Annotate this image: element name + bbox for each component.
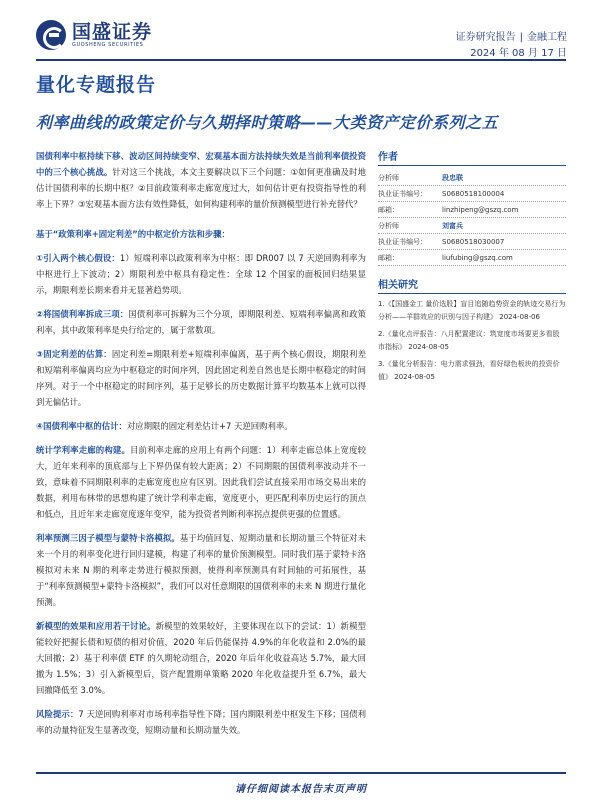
- risk-paragraph: [36, 706, 366, 738]
- analyst-label: 分析师: [378, 221, 399, 230]
- report-category: [456, 28, 567, 43]
- p1-text: 1）短端利率以政策利率为中枢：即 DR007 以 7 天逆回购利率为中枢进行上下波动；2）期限利差中枢具有稳定性：全球 12 个国家的面板回归结果显示，期限利差长期来看并无显著趋势项。: [36, 253, 367, 295]
- report-date: 2024 年 08 月 17 日: [470, 48, 567, 59]
- paragraph-2: [36, 306, 366, 338]
- p6-text: 基于均值回复、短期动量和长期动量三个特征对未来一个月的利率变化进行回归建模，构建了利率的量价预测模型。同时我们基于蒙特卡洛模拟对未来 N 期的利率走势进行模拟预测，使得利率预测具有时间轴的可拓展性，基于“利率预测模型+蒙特卡洛模拟”，我们可以对任意期限的国债利率的未来 N 期进行量化预测。: [36, 533, 367, 607]
- related-item-date: 2024-08-06: [499, 313, 540, 321]
- analyst-label: 执业证书编号：: [378, 189, 427, 198]
- analyst-email[interactable]: linzhipeng@gszq.com: [442, 205, 519, 214]
- paragraph-7: [36, 618, 366, 698]
- analyst-label: 邮箱：: [378, 253, 399, 262]
- related-item[interactable]: [378, 298, 566, 324]
- p7-text: 新模型的效果较好，主要体现在以下的尝试：1）新模型能较好把握长债和短债的相对价值，2020 年后仍能保持 4.9%的年化收益和 2.0%的最大回撤；2）基于利率债 ETF 的久期轮动组合，2020 年后年化收益高达 5.7%，最大回撤为 1.5%；3）引入新模型后，资产配置期单策略 2020 年化收益提升至 6.7%，最大回撤降低至 3.0%。: [36, 621, 367, 695]
- company-name-cn: 国盛证券: [72, 21, 153, 43]
- category-separator: |: [519, 32, 523, 43]
- p4-bold: ④国债利率中枢的估计：: [36, 421, 127, 431]
- related-item-date: 2024-08-05: [394, 373, 435, 381]
- risk-text: 7 天逆回购利率对市场利率指导性下降；国内期限利差中枢发生下移；国债利率的动量特征发生显著改变，短期动量和长期动量失效。: [36, 709, 366, 735]
- related-item-text[interactable]: 2.《量化点评报告：八月配置建议：筑宽度市场要更多看股市指标》: [378, 330, 560, 351]
- paragraph-3: [36, 346, 366, 410]
- p5-text: 目前利率走廊的应用上有两个问题：1）利率走廊总体上宽度较大，近年来利率的顶底部与上下界仍保有较大距离；2）不同期限的国债利率波动并不一致，意味着不同期限利率的走廊宽度也应有区别。因此我们尝试直接采用市场交易出来的数据，利用布林带的思想构建了统计学利率走廊，宽度更小，更匹配利率历史运行的顶点和低点，且近年来走廊宽度逐年变窄，能为投资者判断利率拐点提供更强的位置感。: [36, 445, 366, 519]
- analyst-label: 邮箱：: [378, 205, 399, 214]
- p6-bold: 利率预测三因子模型与蒙特卡洛模拟。: [36, 533, 180, 543]
- page-footer: [36, 772, 566, 800]
- analyst-row: [378, 202, 566, 218]
- p4-text: 对应期限的固定利差估计+7 天逆回购利率。: [126, 421, 293, 431]
- page-header: [0, 0, 600, 60]
- related-item-text[interactable]: 1.《【国盛金工 量价选股】盲目追随趋势资金的轨迹交易行为分析——羊群效应的识别与因子构建》: [378, 300, 566, 321]
- p2-text: 国债利率可拆解为三个分项，即期限利差、短端利率偏离和政策利率，其中政策利率是央行给定的，属于常数项。: [36, 309, 367, 335]
- authors-title: 作者: [378, 148, 566, 166]
- company-name-en: GUOSHENG SECURITIES: [72, 42, 144, 48]
- paragraph-5: [36, 442, 366, 522]
- related-item-text[interactable]: 3.《量化分析报告：电力需求强劲，看好绿色板块的投资价值》: [378, 360, 560, 381]
- analyst-row: [378, 234, 566, 250]
- analyst-row: [378, 250, 566, 266]
- p3-bold: ③固定利差的估算：: [36, 349, 112, 359]
- p5-bold: 统计学利率走廊的构建。: [36, 445, 130, 455]
- analyst-name: 段忠联: [442, 173, 463, 182]
- related-item[interactable]: [378, 328, 566, 354]
- p7-bold: 新模型的效果和应用若干讨论。: [36, 621, 156, 631]
- intro-paragraph: [36, 148, 366, 212]
- subcategory-label: 金融工程: [527, 32, 567, 43]
- analyst-email[interactable]: liufubing@gszq.com: [442, 253, 513, 262]
- company-logo: [36, 20, 152, 50]
- intro-bold: 国债利率中枢持续下移、波动区间持续变窄、宏观基本面方法持续失效是当前利率债投资中的三个核心挑战。: [36, 151, 366, 177]
- main-content: [36, 148, 366, 738]
- related-item[interactable]: [378, 358, 566, 384]
- intro-text: 针对这三个挑战，本文主要解决以下三个问题：①如何更准确及时地估计国债利率的长期中枢？②目前政策利率走廊宽度过大，如何估计更有投资指导性的利率上下界？③宏观基本面方法有效性降低，如何构建利率的量价预测模型进行补充替代？: [36, 167, 367, 209]
- analyst-name: 刘富兵: [442, 221, 463, 230]
- header-divider: [36, 59, 566, 61]
- sidebar: [378, 148, 566, 388]
- analyst-row: [378, 218, 566, 234]
- related-title: 相关研究: [378, 276, 566, 294]
- footer-disclaimer: 请仔细阅读本报告末页声明: [235, 783, 367, 795]
- logo-icon: [36, 20, 66, 50]
- related-item-date: 2024-08-05: [408, 343, 449, 351]
- p3-text: 固定利差=期限利差+短端利率偏离，基于两个核心假设，期限利差和短端利率偏离均应为中枢稳定的时间序列，因此固定利差自然也是长期中枢稳定的时间序列。对于一个中枢稳定的时间序列，基于足够长的历史数据计算平均数基本上就可以得到无偏估计。: [36, 349, 366, 407]
- analyst-cert: S0680518030007: [442, 237, 505, 246]
- risk-bold: 风险提示：: [36, 709, 79, 719]
- p1-bold: ①引入两个核心假设：: [36, 253, 120, 263]
- report-type: 量化专题报告: [36, 74, 157, 96]
- analyst-label: 执业证书编号：: [378, 237, 427, 246]
- related-list: [378, 298, 566, 384]
- analyst-cert: S0680518100004: [442, 189, 505, 198]
- paragraph-6: [36, 530, 366, 610]
- analyst-list: [378, 170, 566, 266]
- analyst-row: [378, 170, 566, 186]
- paragraph-4: [36, 418, 366, 434]
- p2-bold: ②将国债利率拆成三项：: [36, 309, 129, 319]
- report-title: 利率曲线的政策定价与久期择时策略——大类资产定价系列之五: [36, 113, 499, 132]
- step-heading: 基于“政策利率+固定利差”的中枢定价方法和步骤：: [36, 229, 230, 239]
- analyst-label: 分析师: [378, 173, 399, 182]
- category-label: 证券研究报告: [455, 32, 516, 43]
- analyst-row: [378, 186, 566, 202]
- paragraph-1: [36, 250, 366, 298]
